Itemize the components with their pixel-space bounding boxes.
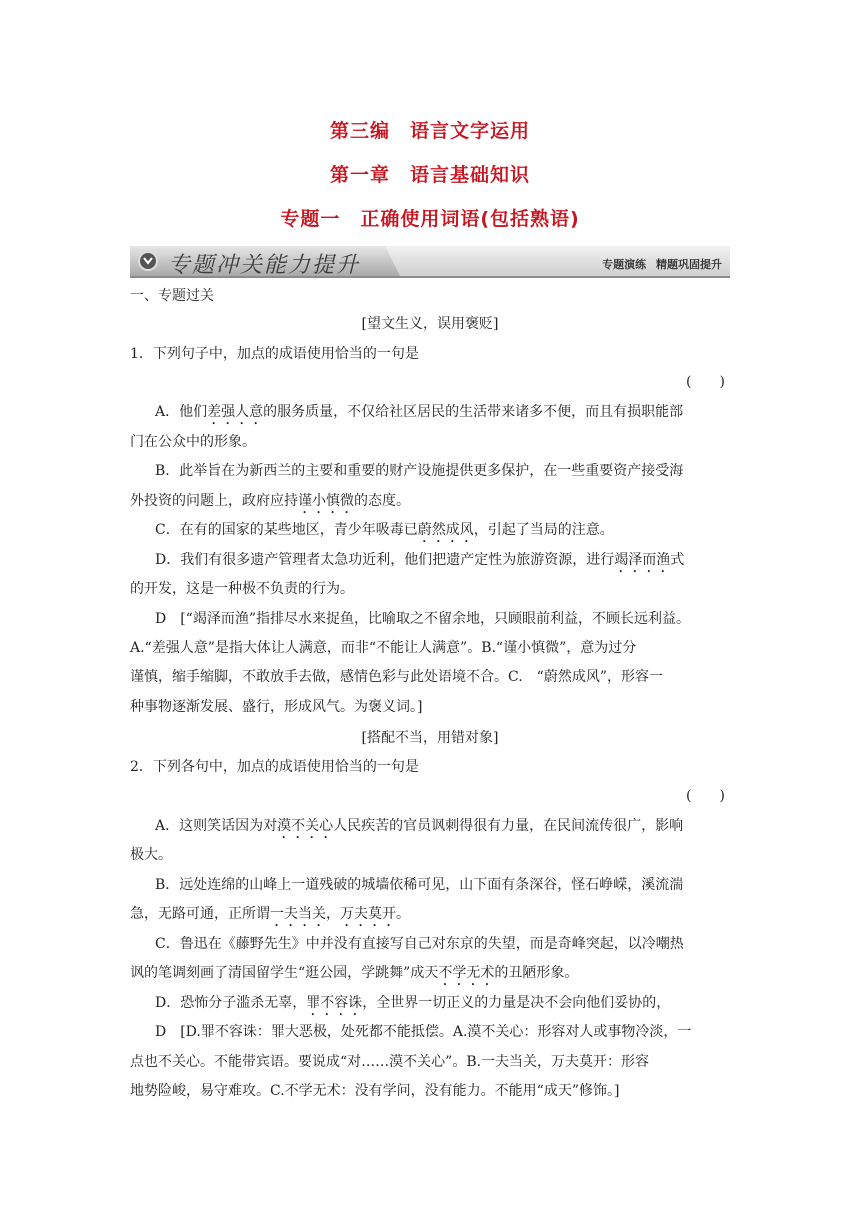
q1-option-b: B．此举旨在为新西兰的主要和重要的财产设施提供更多保护，在一些重要资产接受海 <box>155 463 684 479</box>
topic-heading: 专题一 正确使用词语(包括熟语) <box>280 208 580 230</box>
text: 的态度。 <box>354 493 410 509</box>
dotted-idiom: 差强人意 <box>207 404 264 420</box>
q2-stem: 2．下列各句中，加点的成语使用恰当的一句是 <box>130 759 419 775</box>
q2-option-b-cont <box>130 904 410 930</box>
q2-option-d <box>155 993 670 1019</box>
text: 人民疾苦的官员讽刺得很有力量，在民间流传很广，影响 <box>333 818 684 834</box>
q2-answer-line: D [D.罪不容诛：罪大恶极，处死都不能抵偿。A.漠不关心：形容对人或事物冷淡，一 <box>155 1024 692 1040</box>
q1-option-b-cont <box>130 491 410 517</box>
chapter-heading: 第一章 语言基础知识 <box>329 164 530 186</box>
q2-option-a <box>155 816 683 842</box>
dotted-idiom: 不学无术 <box>438 965 495 981</box>
text: 。 <box>396 906 410 922</box>
dotted-idiom: 蔚然成风 <box>417 522 474 538</box>
text: A．他们 <box>155 404 208 420</box>
text: ，引起了当局的注意。 <box>473 522 614 538</box>
text: 讽的笔调刻画了清国留学生“逛公园，学跳舞”成天 <box>130 965 439 981</box>
text: 的服务质量，不仅给社区居民的生活带来诸多不便，而且有损职能部 <box>263 404 684 420</box>
text: 外投资的问题上，政府应持 <box>130 493 298 509</box>
banner-subtitle: 专题演练 精题巩固提升 <box>602 258 722 271</box>
text: D．恐怖分子滥杀无辜， <box>155 995 307 1011</box>
dotted-idiom: 一夫当关，万夫莫开 <box>270 906 396 922</box>
dotted-idiom: 漠不关心 <box>277 818 334 834</box>
q2-option-c-cont <box>130 963 578 989</box>
text: 式 <box>670 552 685 568</box>
text: 急，无路可通，正所谓 <box>130 906 270 922</box>
text: C．在有的国家的某些地区，青少年吸毒已 <box>155 522 418 538</box>
q2-answer-line: 点也不关心。不能带宾语。要说成“对……漠不关心”。B.一夫当关，万夫莫开：形容 <box>130 1054 650 1070</box>
chevron-down-icon <box>138 251 158 271</box>
text: ，全世界一切正义的力量是决不会向他们妥协的， <box>362 995 671 1011</box>
group-label-1: [望文生义，误用褒贬] <box>361 316 499 332</box>
q1-option-d-cont: 的开发，这是一种极不负责的行为。 <box>130 581 354 597</box>
q1-answer-line: D [“竭泽而渔”指排尽水来捉鱼，比喻取之不留余地，只顾眼前利益，不顾长远利益。 <box>155 611 690 627</box>
dotted-idiom: 谨小慎微 <box>298 493 354 509</box>
dotted-idiom: 竭泽而渔 <box>614 552 671 568</box>
q1-answer-paren: ( ) <box>686 374 725 390</box>
text: A．这则笑话因为对 <box>155 818 278 834</box>
part-heading: 第三编 语言文字运用 <box>329 120 530 142</box>
q1-answer-line: 谨慎，缩手缩脚，不敢放手去做，感情色彩与此处语境不合。C. “蔚然成风”，形容一 <box>130 669 663 685</box>
q1-option-a-cont: 门在公众中的形象。 <box>130 434 256 450</box>
q2-option-b: B．远处连绵的山峰上一道残破的城墙依稀可见，山下面有条深谷，怪石峥嵘，溪流湍 <box>155 877 684 893</box>
q1-option-c <box>155 520 614 546</box>
dotted-idiom: 罪不容诛 <box>306 995 363 1011</box>
q1-stem: 1．下列句子中，加点的成语使用恰当的一句是 <box>130 346 419 362</box>
text: 的丑陋形象。 <box>494 965 579 981</box>
banner-title: 专题冲关能力提升 <box>168 253 361 278</box>
section-label: 一、专题过关 <box>130 288 214 304</box>
q1-answer-line: A.“差强人意”是指大体让人满意，而非“不能让人满意”。B.“谨小慎微”，意为过分 <box>130 640 637 656</box>
q2-answer-paren: ( ) <box>686 788 725 804</box>
q2-option-c: C．鲁迅在《藤野先生》中并没有直接写自己对东京的失望，而是奇峰突起，以冷嘲热 <box>155 936 684 952</box>
q1-answer-line: 种事物逐渐发展、盛行，形成风气。为褒义词。] <box>130 699 423 715</box>
text: D．我们有很多遗产管理者太急功近利，他们把遗产定性为旅游资源，进行 <box>155 552 615 568</box>
q2-answer-line: 地势险峻，易守难攻。C.不学无术：没有学问，没有能力。不能用“成天”修饰。] <box>130 1083 620 1099</box>
q1-option-d <box>155 550 684 576</box>
q1-option-a <box>155 402 683 428</box>
section-banner <box>130 246 730 278</box>
q2-option-a-cont: 极大。 <box>130 847 172 863</box>
group-label-2: [搭配不当，用错对象] <box>361 730 499 746</box>
